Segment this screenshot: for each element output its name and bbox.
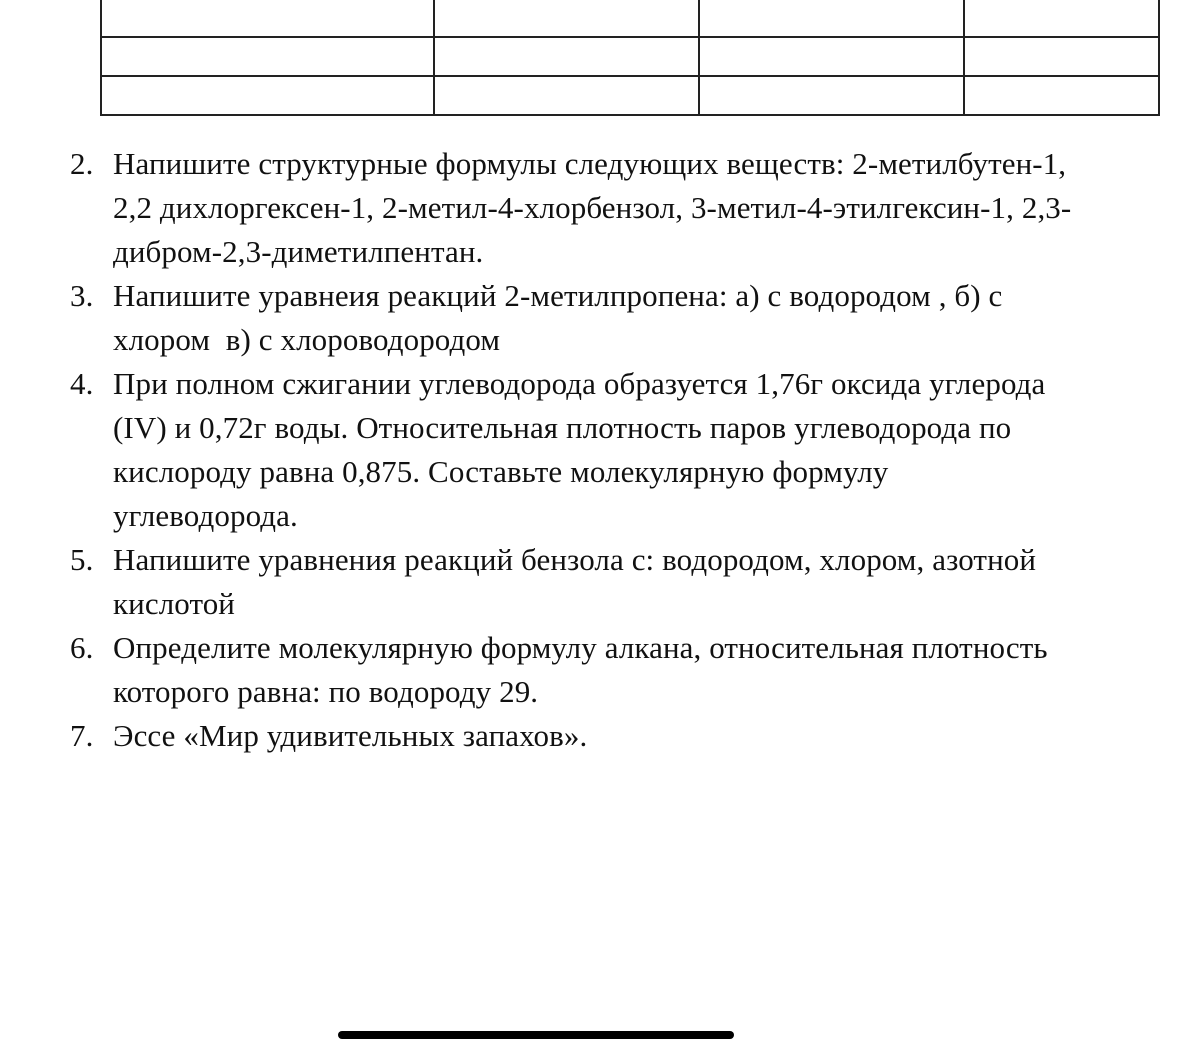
task-number: 5. [70,542,94,577]
table-cell [699,37,964,76]
task-line: которого равна: по водороду 29. [113,674,539,709]
task-number: 4. [70,366,94,401]
table-fragment [100,0,1160,116]
task-line: углеводорода. [113,498,298,533]
task-line: Напишите структурные формулы следующих веществ: 2-метилбутен-1, [113,146,1067,181]
table-cell [101,37,434,76]
task-line: Эссе «Мир удивительных запахов». [113,718,588,753]
task-item-4 [0,362,1200,538]
task-line: кислороду равна 0,875. Составьте молекулярную формулу [113,454,889,489]
table-row [101,37,1159,76]
table-cell [434,0,699,37]
task-item-6 [0,626,1200,714]
table-cell [101,76,434,115]
task-line: 2,2 дихлоргексен-1, 2-метил-4-хлорбензол, 3-метил-4-этилгексин-1, 2,3- [113,190,1072,225]
task-line: (IV) и 0,72г воды. Относительная плотность паров углеводорода по [113,410,1012,445]
table-cell [964,0,1159,37]
home-indicator[interactable] [338,1031,734,1039]
table-cell [699,0,964,37]
table-row [101,76,1159,115]
task-list [0,142,1200,758]
table-cell [434,37,699,76]
table-cell [964,37,1159,76]
task-line: дибром-2,3-диметилпентан. [113,234,484,269]
task-item-5 [0,538,1200,626]
task-number: 2. [70,146,94,181]
task-line: кислотой [113,586,235,621]
task-line: При полном сжигании углеводорода образуется 1,76г оксида углерода [113,366,1046,401]
task-item-3 [0,274,1200,362]
task-item-7 [0,714,1200,758]
table-cell [101,0,434,37]
task-item-2 [0,142,1200,274]
task-number: 6. [70,630,94,665]
task-line: Напишите уравнеия реакций 2-метилпропена: а) с водородом , б) с [113,278,1003,313]
task-number: 3. [70,278,94,313]
table-row [101,0,1159,37]
task-number: 7. [70,718,94,753]
table-cell [699,76,964,115]
task-line: хлором в) с хлороводородом [113,322,501,357]
task-line: Определите молекулярную формулу алкана, относительная плотность [113,630,1048,665]
task-line: Напишите уравнения реакций бензола с: водородом, хлором, азотной [113,542,1037,577]
table-cell [964,76,1159,115]
table-cell [434,76,699,115]
